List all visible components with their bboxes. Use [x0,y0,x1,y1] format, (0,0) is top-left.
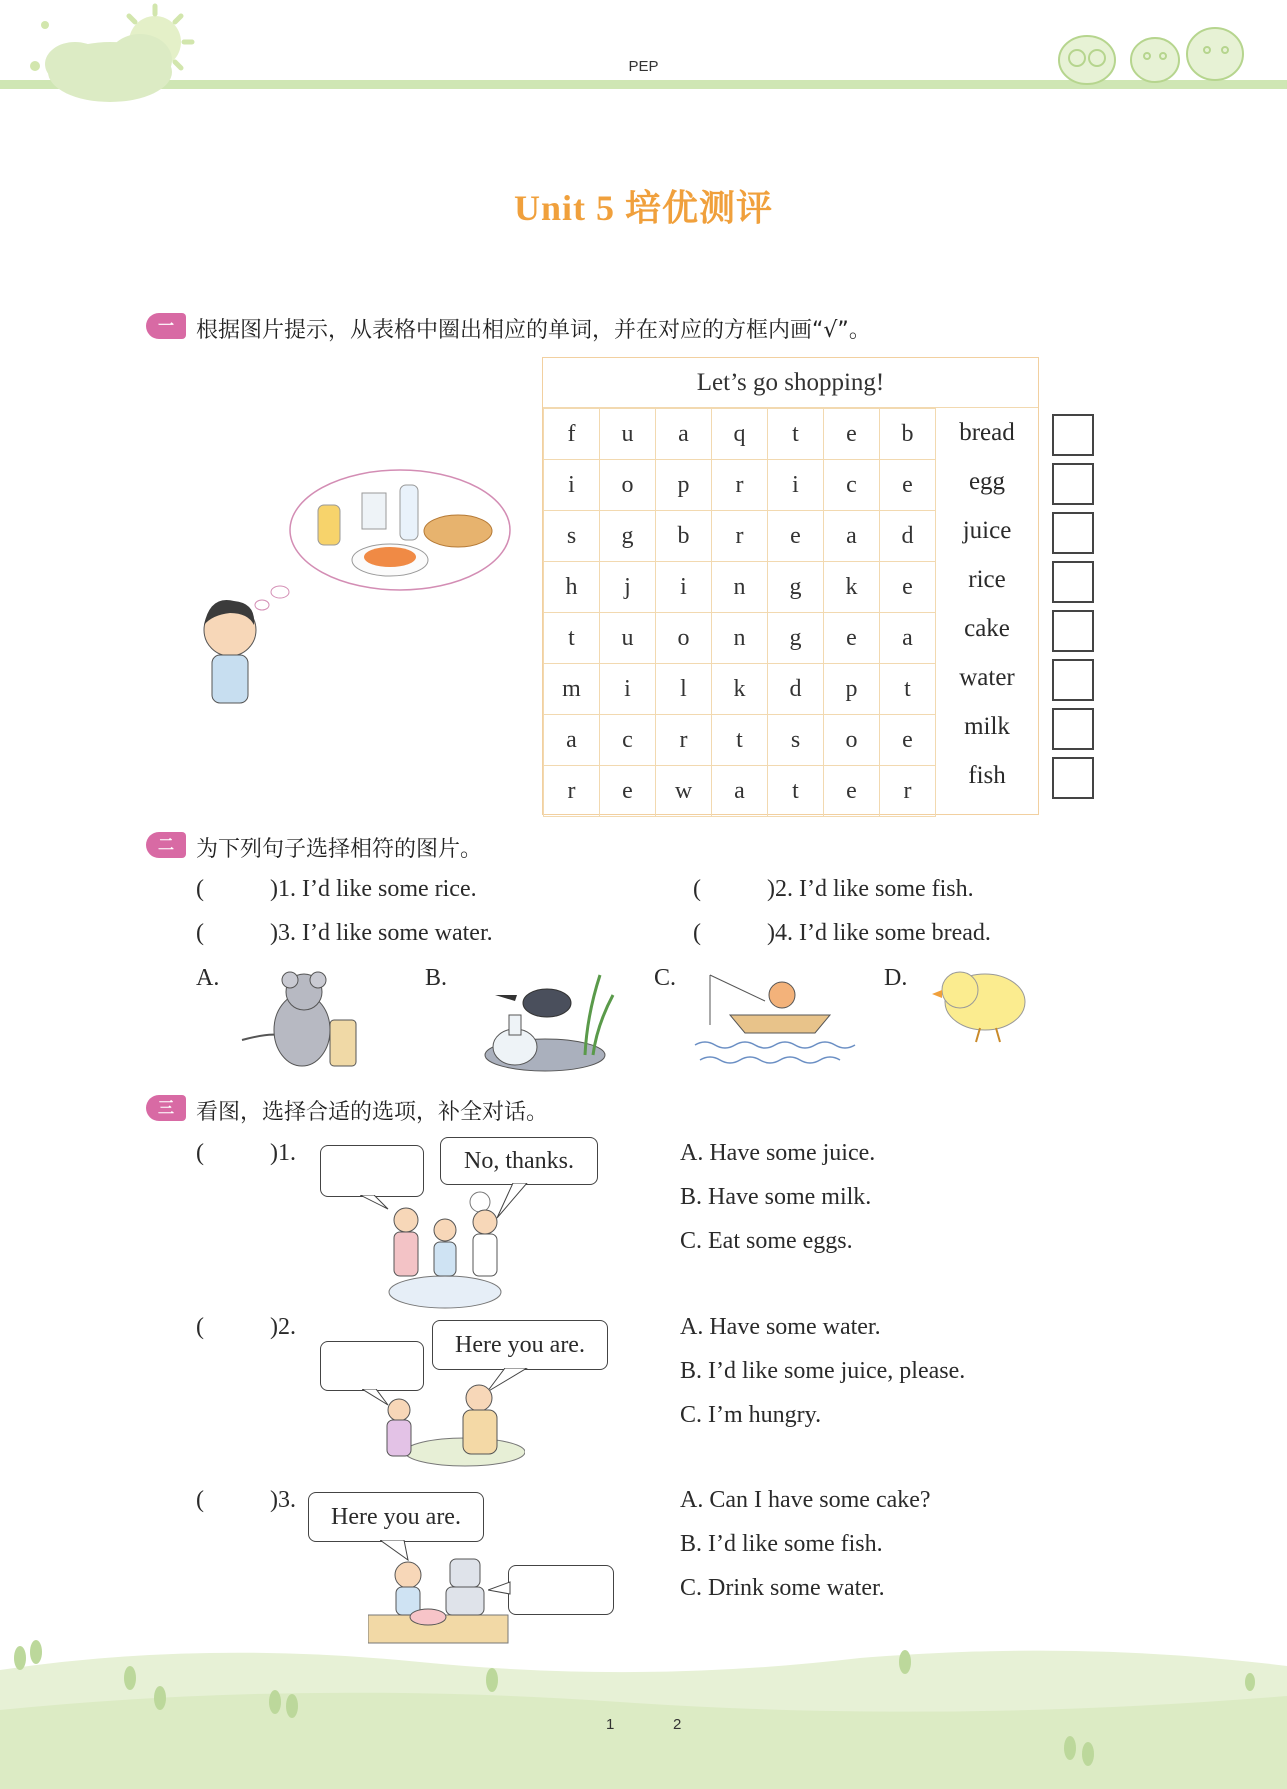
grid-letter[interactable]: e [880,460,936,511]
grid-row [544,766,936,817]
s3-q1-option-c: C. Eat some eggs. [680,1228,853,1254]
s2-item-4: ( )4. I’d like some bread. [693,920,991,946]
s2-item-1: ( )1. I’d like some rice. [196,876,477,902]
grid-letter[interactable]: k [712,664,768,715]
grid-letter[interactable]: o [600,460,656,511]
grid-letter[interactable]: r [544,766,600,817]
grid-row [544,664,936,715]
s3-q1-option-b: B. Have some milk. [680,1184,872,1210]
grid-letter[interactable]: f [544,409,600,460]
section3-badge: 三 [146,1095,186,1121]
boy-thinking-food-illustration [190,465,530,715]
s3-q3-number: ( )3. [196,1487,296,1513]
section2-instruction: 为下列句子选择相符的图片。 [196,837,483,862]
option-c-label: C. [654,965,677,991]
grid-letter[interactable]: r [880,766,936,817]
footer-landscape-decoration [0,1640,1287,1789]
grid-letter[interactable]: u [600,409,656,460]
s3-q2-option-c: C. I’m hungry. [680,1402,822,1428]
q2-speech-bubble: Here you are. [432,1320,608,1370]
s3-q3-option-c: C. Drink some water. [680,1575,885,1601]
grid-letter[interactable]: r [712,511,768,562]
sun-cloud-decoration [0,0,230,110]
word-bread: bread [959,419,1015,446]
grid-letter[interactable]: a [544,715,600,766]
section1-badge: 一 [146,313,186,339]
grid-letter[interactable]: p [824,664,880,715]
boy-and-robot-cake-illustration [368,1545,518,1650]
grid-letter[interactable]: e [824,613,880,664]
word-milk: milk [964,713,1010,740]
word-list [936,408,1038,817]
girl-and-mother-table-illustration [375,1370,525,1475]
grid-letter[interactable]: a [712,766,768,817]
grid-letter[interactable]: g [768,613,824,664]
grid-letter[interactable]: d [880,511,936,562]
s3-q2-option-a: A. Have some water. [680,1314,881,1340]
word-fish: fish [968,762,1006,789]
grid-letter[interactable]: n [712,613,768,664]
grid-letter[interactable]: g [768,562,824,613]
checkbox-cake[interactable] [1052,610,1094,652]
s3-q1-option-a: A. Have some juice. [680,1140,876,1166]
s3-q2-option-b: B. I’d like some juice, please. [680,1358,966,1384]
section1-instruction: 根据图片提示，从表格中圈出相应的单词，并在对应的方框内画“√”。 [196,318,871,343]
grid-letter[interactable]: t [712,715,768,766]
grid-letter[interactable]: t [768,409,824,460]
grid-letter[interactable]: o [824,715,880,766]
grid-letter[interactable]: e [880,715,936,766]
chick-picture [920,960,1035,1050]
grid-letter[interactable]: q [712,409,768,460]
grid-letter[interactable]: a [656,409,712,460]
section3-instruction: 看图，选择合适的选项，补全对话。 [196,1100,549,1125]
grid-row [544,562,936,613]
grid-letter[interactable]: w [656,766,712,817]
q3-empty-bubble [508,1565,614,1615]
grid-letter[interactable]: a [880,613,936,664]
grid-letter[interactable]: n [712,562,768,613]
word-juice: juice [962,517,1012,544]
grid-letter[interactable]: j [600,562,656,613]
grid-letter[interactable]: i [600,664,656,715]
s2-item-2: ( )2. I’d like some fish. [693,876,974,902]
grid-letter[interactable]: c [600,715,656,766]
animal-faces-decoration [1055,10,1255,90]
mouse-with-bread-picture [232,970,372,1075]
checkbox-bread[interactable] [1052,414,1094,456]
checkbox-water[interactable] [1052,659,1094,701]
grid-letter[interactable]: h [544,562,600,613]
grid-letter[interactable]: t [880,664,936,715]
s3-q3-option-b: B. I’d like some fish. [680,1531,883,1557]
grid-letter[interactable]: b [656,511,712,562]
grid-letter[interactable]: s [544,511,600,562]
grid-letter[interactable]: p [656,460,712,511]
grid-letter[interactable]: k [824,562,880,613]
checkbox-rice[interactable] [1052,561,1094,603]
grid-letter[interactable]: e [880,562,936,613]
checkbox-egg[interactable] [1052,463,1094,505]
family-dinner-illustration [380,1180,510,1310]
header-label: PEP [628,58,659,75]
grid-letter[interactable]: m [544,664,600,715]
grid-letter[interactable]: e [824,766,880,817]
grid-letter[interactable]: t [768,766,824,817]
grid-letter[interactable]: u [600,613,656,664]
word-rice: rice [968,566,1006,593]
page-number-right: 2 [673,1716,682,1733]
s2-item-3: ( )3. I’d like some water. [196,920,493,946]
grid-letter[interactable]: e [600,766,656,817]
option-b-label: B. [425,965,448,991]
crow-and-vase-picture [455,965,615,1075]
word-search-table [542,357,1039,815]
s3-q3-option-a: A. Can I have some cake? [680,1487,931,1513]
grid-letter[interactable]: l [656,664,712,715]
word-cake: cake [964,615,1010,642]
checkbox-column [1052,414,1094,799]
grid-letter[interactable]: e [768,511,824,562]
grid-letter[interactable]: b [880,409,936,460]
grid-letter[interactable]: r [656,715,712,766]
grid-letter[interactable]: e [824,409,880,460]
option-a-label: A. [196,965,220,991]
s3-q1-number: ( )1. [196,1140,296,1166]
grid-row [544,409,936,460]
grid-row [544,511,936,562]
grid-row [544,613,936,664]
letter-grid [543,408,936,817]
section2-badge: 二 [146,832,186,858]
q1-speech-bubble: No, thanks. [440,1137,598,1185]
grid-letter[interactable]: o [656,613,712,664]
table-title: Let’s go shopping! [543,358,1038,408]
grid-letter[interactable]: d [768,664,824,715]
grid-letter[interactable]: t [544,613,600,664]
grid-letter[interactable]: g [600,511,656,562]
checkbox-juice[interactable] [1052,512,1094,554]
s3-q2-number: ( )2. [196,1314,296,1340]
grid-letter[interactable]: i [656,562,712,613]
grid-row [544,460,936,511]
grid-letter[interactable]: i [768,460,824,511]
grid-letter[interactable]: a [824,511,880,562]
grid-row [544,715,936,766]
word-water: water [959,664,1015,691]
q3-speech-bubble: Here you are. [308,1492,484,1542]
option-d-label: D. [884,965,908,991]
grid-letter[interactable]: i [544,460,600,511]
grid-letter[interactable]: s [768,715,824,766]
checkbox-fish[interactable] [1052,757,1094,799]
word-egg: egg [968,468,1006,495]
grid-letter[interactable]: c [824,460,880,511]
page-number-left: 1 [606,1716,615,1733]
grid-letter[interactable]: r [712,460,768,511]
cat-fishing-boat-picture [690,965,865,1075]
page-title: Unit 5 培优测评 [513,188,773,228]
checkbox-milk[interactable] [1052,708,1094,750]
